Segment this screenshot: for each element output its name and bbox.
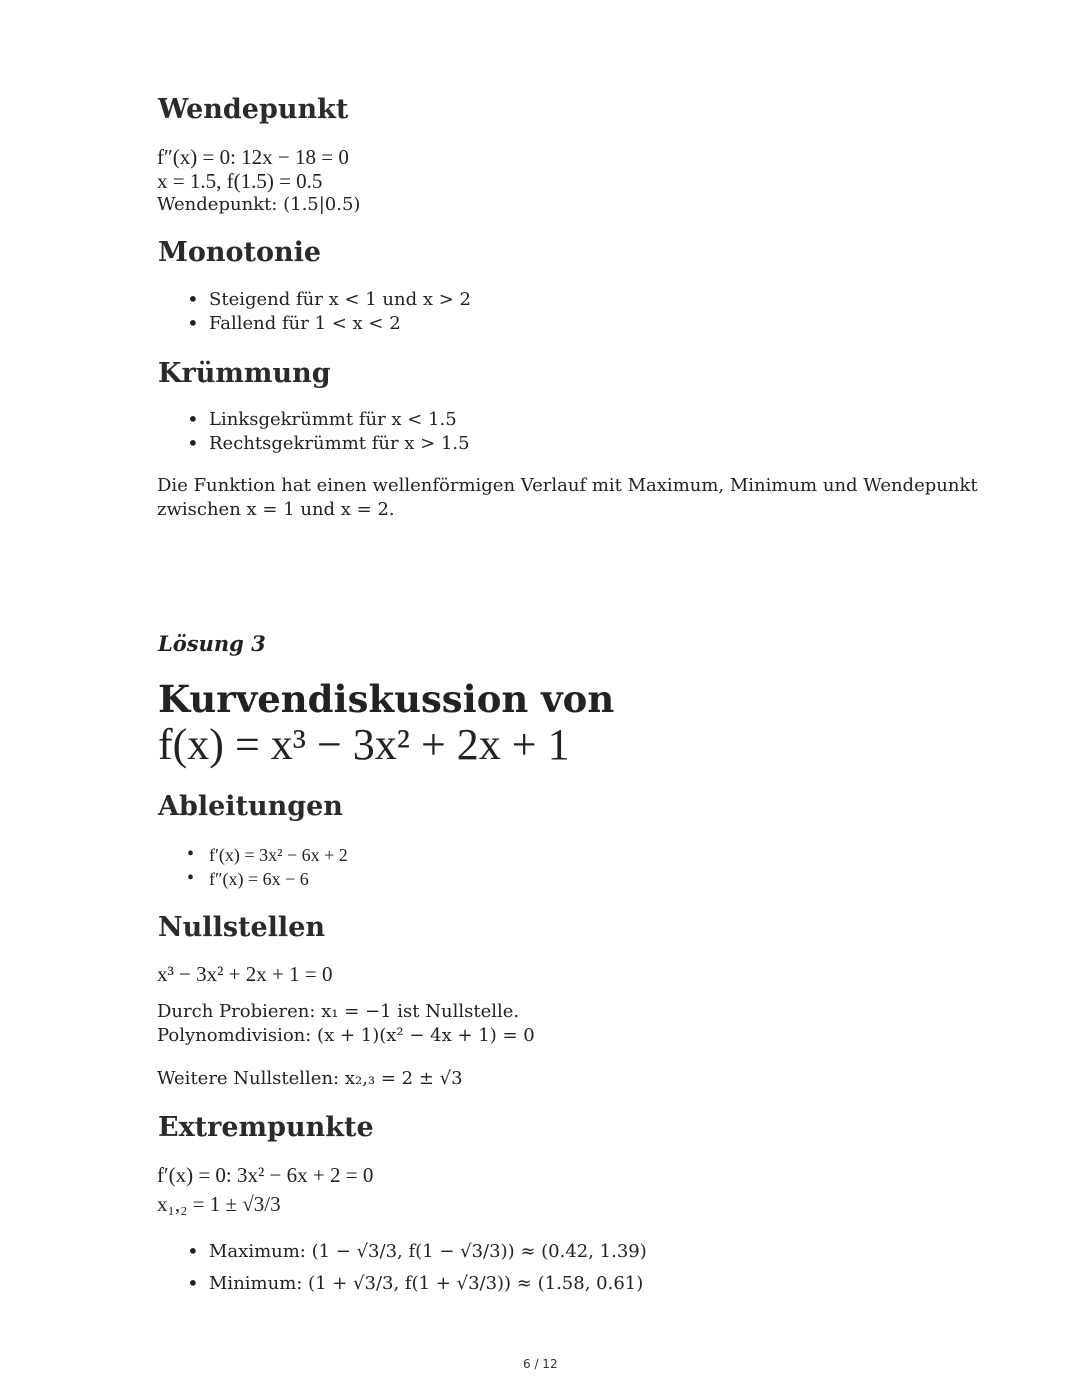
list-item: • Rechtsgekrümmt für x > 1.5: [157, 432, 470, 456]
heading-extrempunkte: Extrempunkte: [158, 1112, 374, 1143]
wendepunkt-equation-line: f″(x) = 0: 12x − 18 = 0: [157, 145, 349, 169]
page-title: Kurvendiskussion von: [158, 677, 615, 721]
kruemmung-list: [157, 408, 470, 456]
extrempunkte-list: [157, 1240, 647, 1304]
heading-kruemmung: Krümmung: [158, 358, 331, 389]
wendepunkt-result-line: Wendepunkt: (1.5|0.5): [157, 194, 361, 215]
monotonie-list: [157, 288, 471, 336]
page-number: 6 / 12: [523, 1357, 558, 1371]
summary-line-2: zwischen x = 1 und x = 2.: [157, 499, 395, 520]
summary-line-1: Die Funktion hat einen wellenförmigen Verlauf mit Maximum, Minimum und Wendepunkt: [157, 475, 978, 496]
wendepunkt-value-line: x = 1.5, f(1.5) = 0.5: [157, 169, 323, 193]
heading-wendepunkt: Wendepunkt: [158, 94, 349, 125]
list-item: • Maximum: (1 − √3/3, f(1 − √3/3)) ≈ (0.42, 1.39): [157, 1240, 647, 1272]
loesung-label: Lösung 3: [158, 631, 266, 656]
heading-ableitungen: Ableitungen: [158, 791, 343, 822]
ableitungen-list: [157, 843, 348, 891]
extrempunkte-roots: x₁,₂ = 1 ± √3/3: [157, 1192, 281, 1216]
nullstellen-equation: x³ − 3x² + 2x + 1 = 0: [157, 962, 333, 986]
list-item: • Fallend für 1 < x < 2: [157, 312, 471, 336]
nullstellen-probieren: Durch Probieren: x₁ = −1 ist Nullstelle.: [157, 1001, 520, 1022]
nullstellen-weitere: Weitere Nullstellen: x₂,₃ = 2 ± √3: [157, 1068, 463, 1089]
heading-monotonie: Monotonie: [158, 237, 322, 268]
list-item: • f″(x) = 6x − 6: [157, 867, 348, 891]
nullstellen-polynomdivision: Polynomdivision: (x + 1)(x² − 4x + 1) = 0: [157, 1025, 535, 1046]
list-item: • Linksgekrümmt für x < 1.5: [157, 408, 470, 432]
list-item: • Steigend für x < 1 und x > 2: [157, 288, 471, 312]
heading-nullstellen: Nullstellen: [158, 912, 325, 943]
extrempunkte-equation: f′(x) = 0: 3x² − 6x + 2 = 0: [157, 1163, 374, 1187]
title-formula: f(x) = x³ − 3x² + 2x + 1: [158, 720, 570, 769]
list-item: • f′(x) = 3x² − 6x + 2: [157, 843, 348, 867]
list-item: • Minimum: (1 + √3/3, f(1 + √3/3)) ≈ (1.58, 0.61): [157, 1272, 647, 1304]
